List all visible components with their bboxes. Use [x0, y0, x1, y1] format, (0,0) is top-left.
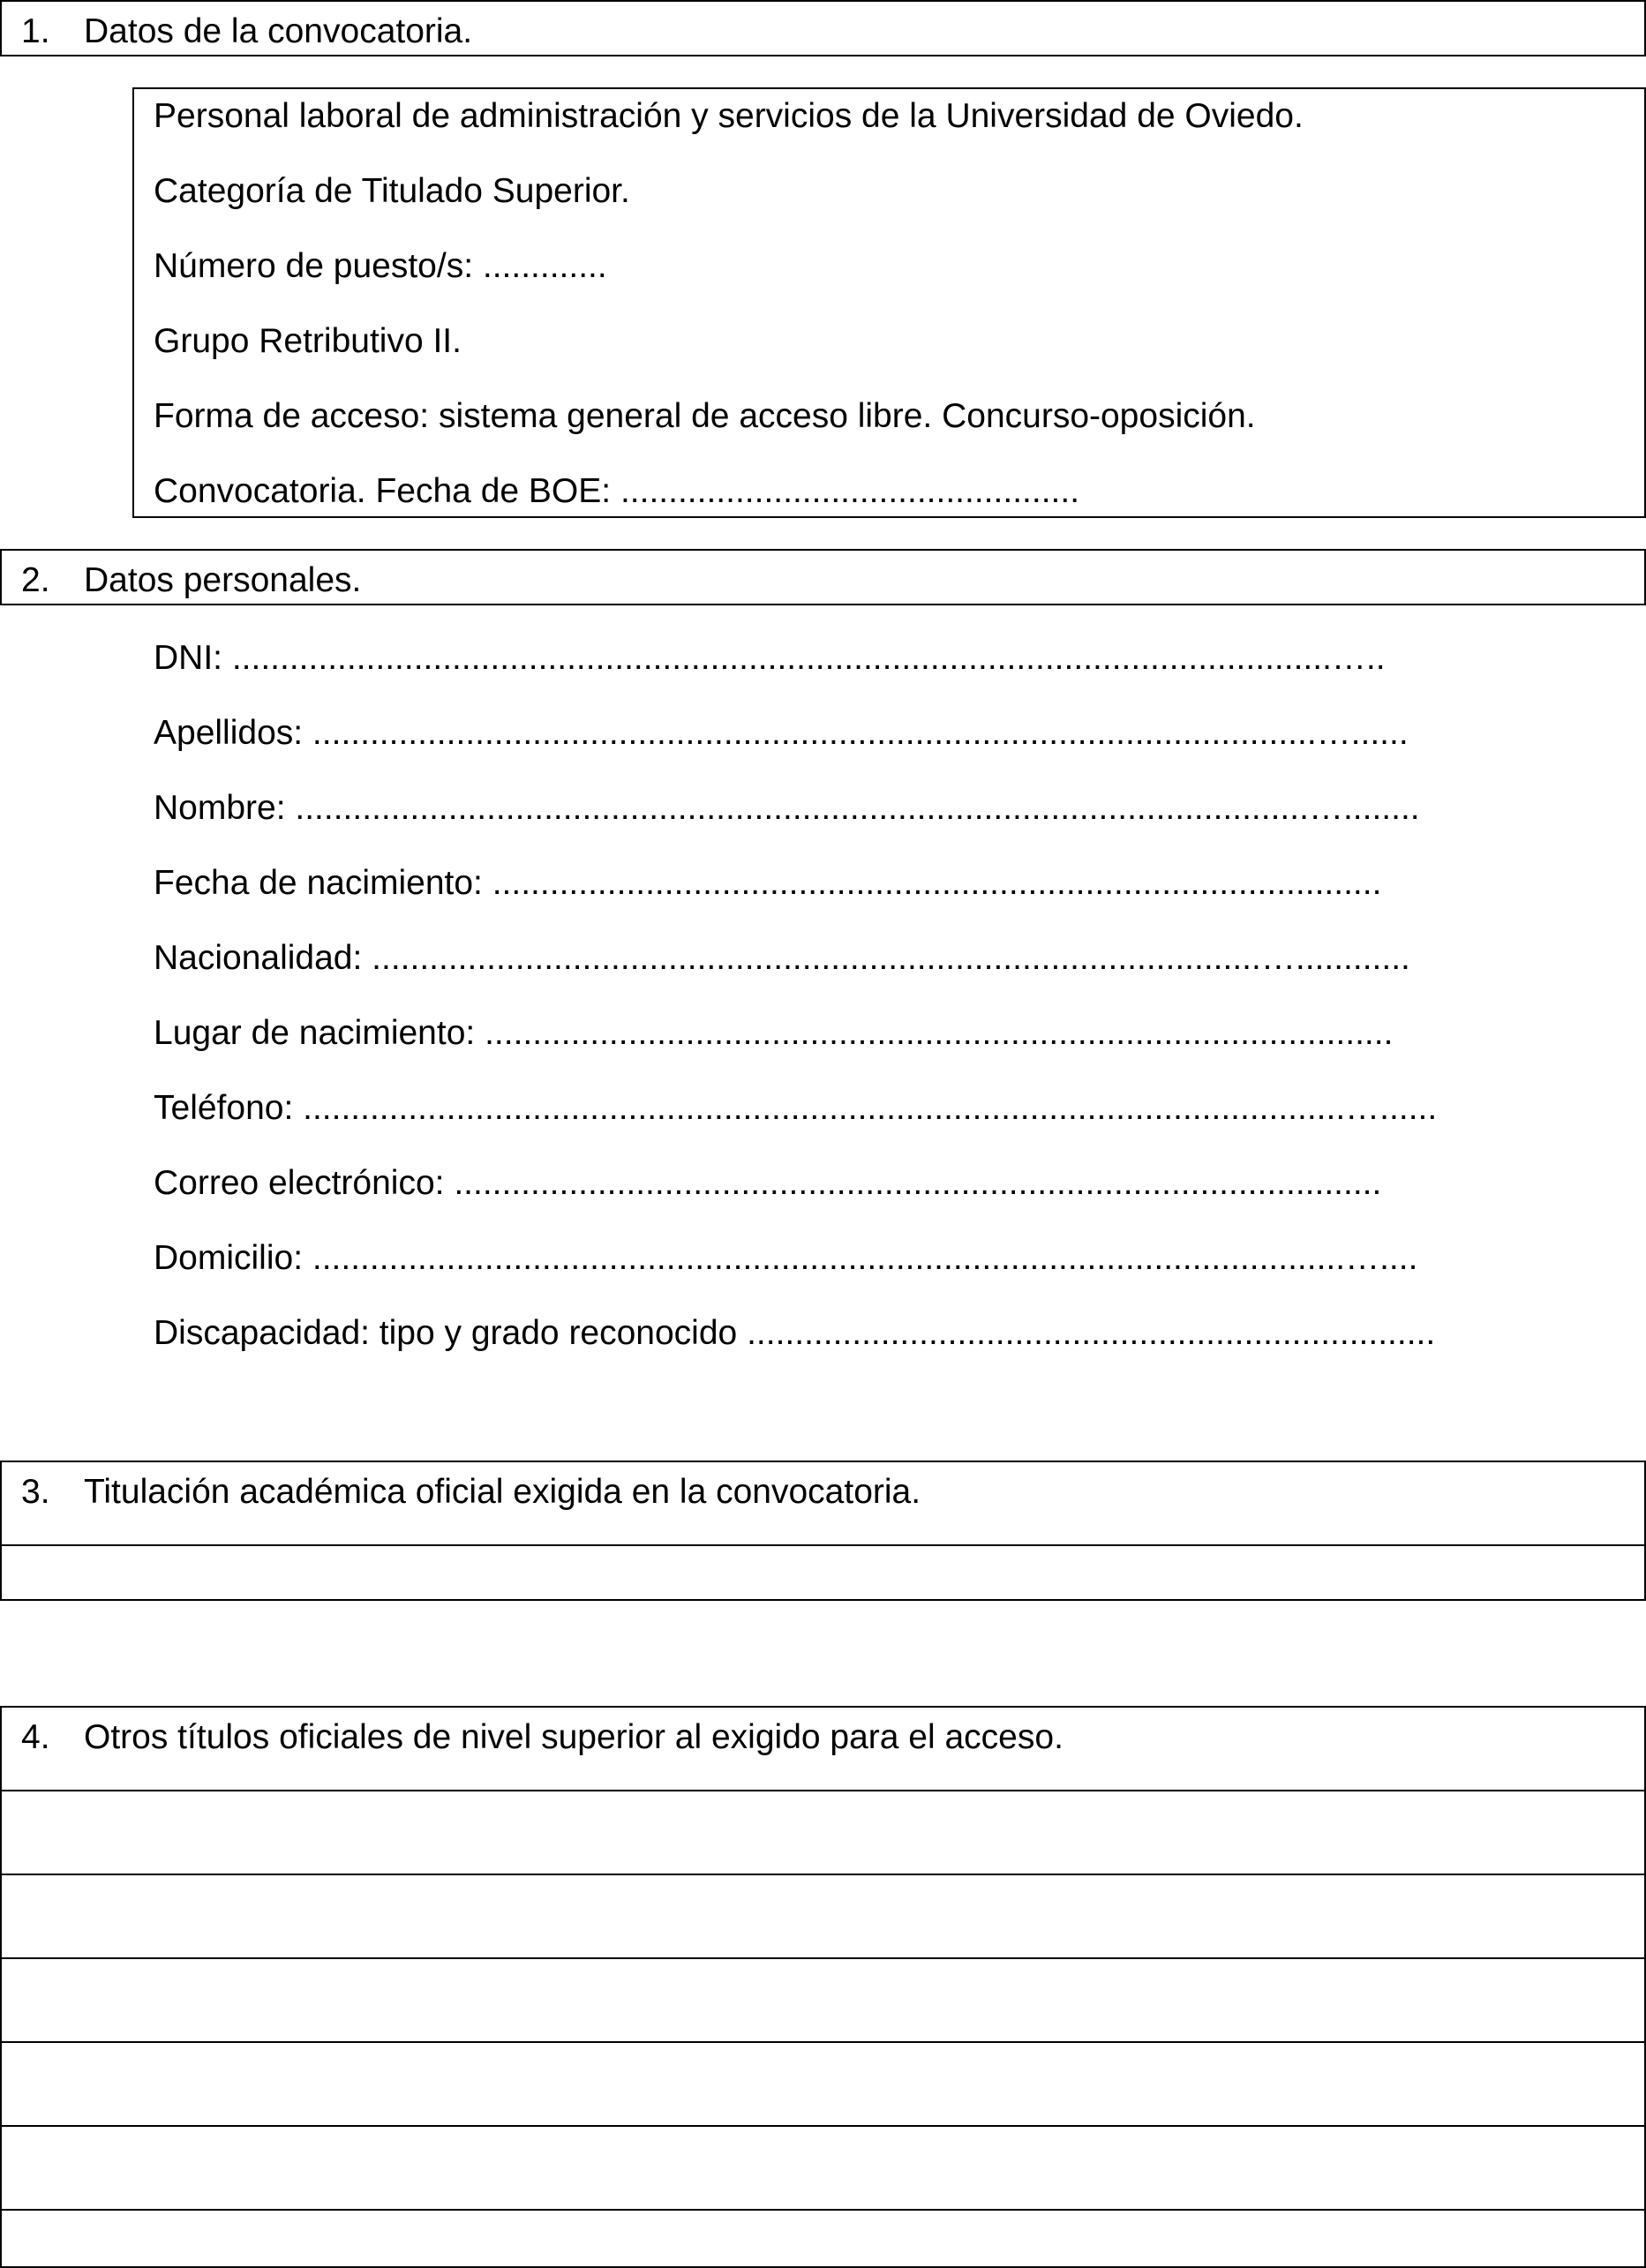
section-4-number: 4. — [21, 1718, 50, 1756]
section-3-table — [0, 1461, 1646, 1601]
section-4-row-divider — [0, 2041, 1646, 2043]
section-2-title: Datos personales. — [84, 561, 362, 599]
section-4-row-divider — [0, 1874, 1646, 1875]
convocatoria-line-acceso: Forma de acceso: sistema general de acceso libre. Concurso-oposición. — [154, 397, 1256, 435]
convocatoria-line-puestos: Número de puesto/s: ............. — [154, 247, 607, 285]
field-dni: DNI: ...................................................................................................................….. — [154, 639, 1386, 677]
section-3-title: Titulación académica oficial exigida en la convocatoria. — [84, 1473, 921, 1511]
field-correo: Correo electrónico: ................................................................................................. — [154, 1164, 1382, 1202]
field-nombre: Nombre: ..........................................................................................................…........ — [154, 789, 1420, 827]
section-2-number: 2. — [21, 561, 50, 599]
field-discapacidad: Discapacidad: tipo y grado reconocido ........................................................................ — [154, 1314, 1436, 1352]
section-1-title: Datos de la convocatoria. — [84, 12, 473, 50]
convocatoria-line-categoria: Categoría de Titulado Superior. — [154, 172, 630, 210]
field-fecha-nacimiento: Fecha de nacimiento: ............................................................................................. — [154, 864, 1382, 902]
convocatoria-line-personal: Personal laboral de administración y servicios de la Universidad de Oviedo. — [154, 97, 1304, 135]
section-4-title: Otros títulos oficiales de nivel superior al exigido para el acceso. — [84, 1718, 1064, 1756]
field-lugar-nacimiento: Lugar de nacimiento: ............................................................................................... — [154, 1014, 1394, 1052]
section-4-row-divider — [0, 1957, 1646, 1959]
section-3-number: 3. — [21, 1473, 50, 1511]
field-nacionalidad: Nacionalidad: .............................................................................................…............ — [154, 939, 1410, 977]
convocatoria-details-box — [132, 87, 1646, 518]
section-4-row-divider — [0, 1790, 1646, 1791]
section-3-row-divider — [0, 1544, 1646, 1546]
section-1-number: 1. — [21, 12, 50, 50]
section-4-table — [0, 1706, 1646, 2268]
section-1-header — [0, 0, 1646, 56]
section-4-row-divider — [0, 2209, 1646, 2211]
section-4-row-divider — [0, 2125, 1646, 2127]
section-2-header — [0, 549, 1646, 605]
field-apellidos: Apellidos: .........................................................................................................…...... — [154, 714, 1409, 752]
convocatoria-line-boe: Convocatoria. Fecha de BOE: ................................................ — [154, 472, 1080, 510]
field-telefono: Teléfono: .............................................................................................................…...... — [154, 1089, 1438, 1127]
field-domicilio: Domicilio: ............................................................................................................….... — [154, 1239, 1418, 1277]
convocatoria-line-grupo: Grupo Retributivo II. — [154, 322, 462, 360]
